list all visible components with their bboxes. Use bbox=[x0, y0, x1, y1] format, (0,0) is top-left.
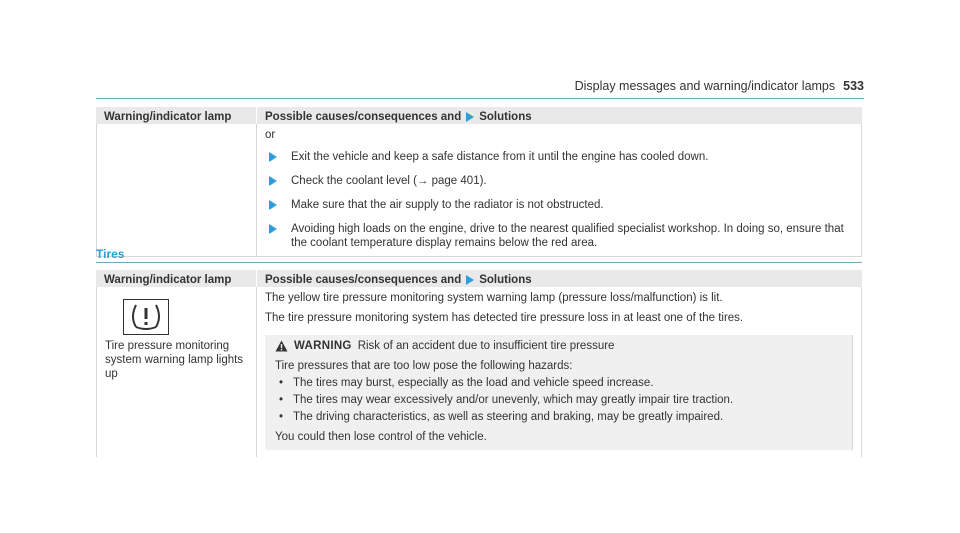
warning-intro: Tire pressures that are too low pose the following hazards: bbox=[275, 360, 573, 372]
step-arrow-icon bbox=[269, 152, 277, 162]
lamp-cell bbox=[96, 287, 256, 457]
step-arrow-icon bbox=[269, 176, 277, 186]
tire-pressure-lamp-icon bbox=[123, 299, 169, 335]
warning-header bbox=[275, 339, 842, 353]
paragraph: The yellow tire pressure monitoring system warning lamp (pressure loss/malfunction) is lit. bbox=[265, 292, 723, 304]
table-header bbox=[96, 270, 862, 287]
table-row bbox=[96, 287, 862, 457]
list-item: • The driving characteristics, as well as steering and braking, may be greatly impaired. bbox=[275, 410, 842, 424]
bullet-icon: • bbox=[279, 377, 284, 389]
bullet-icon: • bbox=[279, 394, 284, 406]
col-header-lamp: Warning/indicator lamp bbox=[104, 111, 232, 123]
section-rule bbox=[96, 262, 862, 263]
list-item: • The tires may burst, especially as the load and vehicle speed increase. bbox=[275, 376, 842, 390]
table-header bbox=[96, 107, 862, 124]
tires-table bbox=[96, 270, 862, 457]
table-row bbox=[96, 124, 862, 257]
warning-label: WARNING bbox=[294, 340, 352, 352]
solution-arrow-icon bbox=[466, 275, 474, 285]
coolant-table bbox=[96, 107, 862, 257]
col-header-solutions: Possible causes/consequences and Solutions bbox=[256, 270, 862, 287]
step-item: Check the coolant level (→ page 401). bbox=[265, 174, 853, 190]
warning-box bbox=[265, 335, 853, 450]
step-arrow-icon bbox=[269, 200, 277, 210]
col-header-solutions: Possible causes/consequences and Solutions bbox=[256, 107, 862, 124]
header-rule bbox=[96, 98, 864, 99]
page-number: 533 bbox=[843, 79, 864, 93]
solutions-cell bbox=[256, 287, 862, 457]
step-item: Make sure that the air supply to the radiator is not obstructed. bbox=[265, 198, 853, 214]
warning-triangle-icon bbox=[275, 340, 288, 352]
step-arrow-icon bbox=[269, 224, 277, 234]
lamp-cell bbox=[96, 124, 256, 256]
or-text: or bbox=[265, 129, 276, 141]
header-title: Display messages and warning/indicator lamps bbox=[574, 79, 836, 93]
bullet-icon: • bbox=[279, 411, 284, 423]
header-text bbox=[575, 79, 864, 93]
section-title: Tires bbox=[96, 247, 125, 261]
step-item: Avoiding high loads on the engine, drive to the nearest qualified specialist workshop. In doing so, ensure that the coolant temperature display remains below the red area. bbox=[265, 222, 853, 250]
list-item: • The tires may wear excessively and/or unevenly, which may greatly impair tire traction. bbox=[275, 393, 842, 407]
paragraph: The tire pressure monitoring system has detected tire pressure loss in at least one of the tires. bbox=[265, 312, 744, 324]
warning-title: Risk of an accident due to insufficient tire pressure bbox=[357, 340, 615, 352]
solution-arrow-icon bbox=[466, 112, 474, 122]
lamp-label: Tire pressure monitoring system warning lamp lights up bbox=[105, 340, 244, 380]
warning-closing: You could then lose control of the vehicle. bbox=[275, 431, 487, 443]
col-header-lamp: Warning/indicator lamp bbox=[104, 274, 232, 286]
solutions-cell bbox=[256, 124, 862, 256]
step-item: Exit the vehicle and keep a safe distance from it until the engine has cooled down. bbox=[265, 150, 853, 166]
